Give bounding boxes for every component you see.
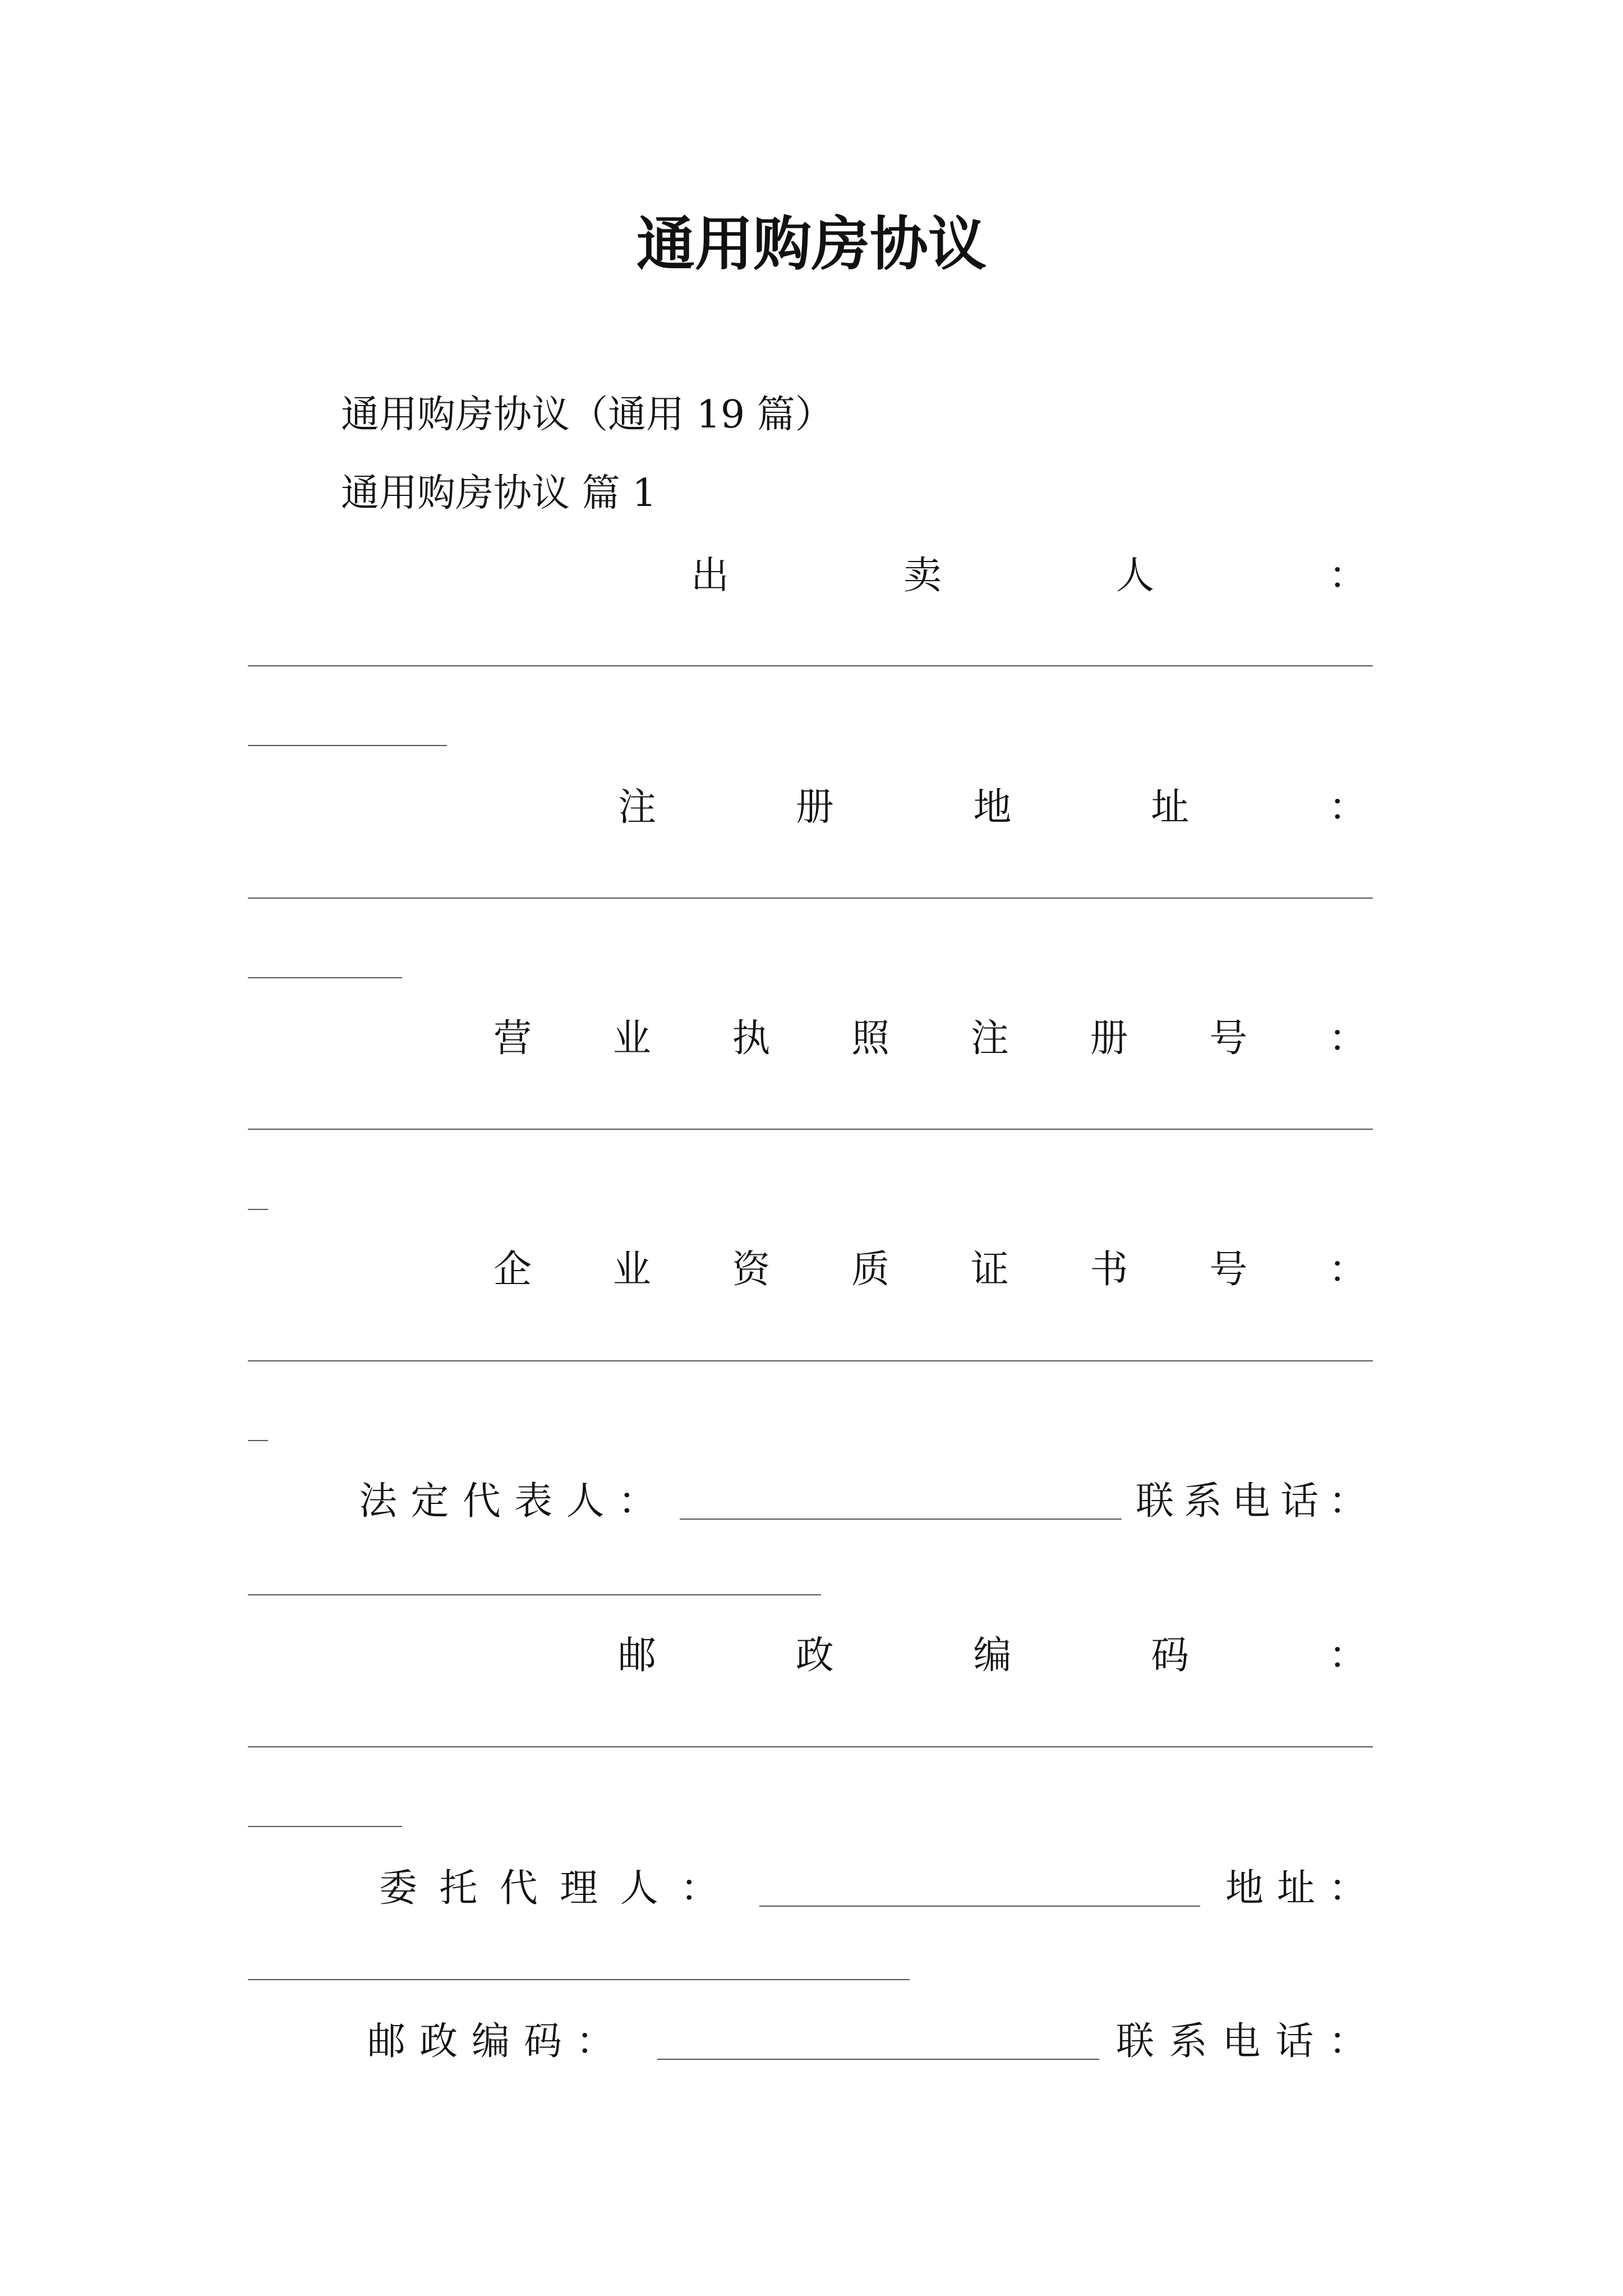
label-char: 话	[1280, 1479, 1318, 1524]
label-char: 理	[560, 1866, 598, 1911]
agent-blank	[759, 1906, 1200, 1907]
label-char: 营	[494, 1016, 532, 1061]
label-char: 电	[1222, 2019, 1261, 2064]
label-char: 证	[970, 1247, 1009, 1292]
label-char: 联	[1116, 2019, 1155, 2064]
label-char: 号	[1209, 1247, 1248, 1292]
label-char: 邮	[367, 2019, 406, 2064]
label-char: 址	[1151, 785, 1189, 830]
seller-label	[691, 541, 1367, 603]
postal-code-blank-line-cont	[248, 1826, 402, 1827]
label-char: 码	[523, 2019, 562, 2064]
legal-rep-blank	[680, 1519, 1122, 1520]
label-char: 注	[618, 785, 657, 830]
label-char: 码	[1151, 1633, 1189, 1678]
label-char: 人	[566, 1479, 605, 1524]
legal-rep-label	[359, 1467, 656, 1529]
label-char: 代	[499, 1866, 538, 1911]
business-license-blank-line	[248, 1129, 1373, 1130]
agent-label	[379, 1854, 718, 1916]
business-license-label	[494, 1004, 1367, 1066]
colon: ：	[680, 1866, 718, 1911]
label-char: 照	[851, 1016, 890, 1061]
registered-address-blank-line	[248, 898, 1373, 899]
colon: ：	[1328, 2019, 1367, 2064]
document-title: 通用购房协议	[636, 209, 986, 278]
agent-row	[0, 1854, 1623, 1916]
legal-rep-row	[0, 1467, 1623, 1529]
label-char: 邮	[618, 1633, 657, 1678]
section-heading: 通用购房协议 篇 1	[341, 471, 657, 516]
colon: ：	[1328, 1866, 1367, 1911]
label-char: 系	[1183, 1479, 1222, 1524]
seller-blank-line	[248, 665, 1373, 666]
label-char: 书	[1090, 1247, 1128, 1292]
postal-code-blank-line	[248, 1746, 1373, 1747]
agent-phone-label	[1116, 2007, 1367, 2069]
label-char: 编	[471, 2019, 510, 2064]
contact-phone-blank-line	[248, 1594, 821, 1595]
label-char: 企	[494, 1247, 532, 1292]
label-char: 资	[732, 1247, 771, 1292]
registered-address-label	[618, 773, 1367, 835]
agent-postal-blank	[657, 2059, 1099, 2060]
document-subtitle: 通用购房协议（通用 19 篇）	[341, 393, 833, 437]
label-char: 话	[1275, 2019, 1314, 2064]
label-char: 编	[973, 1633, 1012, 1678]
colon: ：	[1328, 1247, 1367, 1292]
label-char: 业	[612, 1247, 651, 1292]
label-char: 表	[514, 1479, 553, 1524]
seller-label-char-2: 卖	[903, 553, 942, 598]
business-license-blank-line-cont	[248, 1209, 268, 1210]
registered-address-blank-line-cont	[248, 977, 402, 978]
label-char: 执	[732, 1016, 771, 1061]
seller-label-char-3: 人	[1115, 553, 1154, 598]
colon: ：	[1328, 1633, 1367, 1678]
label-char: 址	[1276, 1866, 1315, 1911]
label-char: 定	[411, 1479, 449, 1524]
label-char: 册	[1090, 1016, 1128, 1061]
label-char: 政	[419, 2019, 458, 2064]
seller-blank-line-cont	[248, 745, 447, 746]
label-char: 质	[851, 1247, 890, 1292]
label-char: 册	[795, 785, 834, 830]
seller-label-char-1: 出	[691, 553, 730, 598]
label-char: 人	[620, 1866, 658, 1911]
colon: ：	[575, 2019, 614, 2064]
label-char: 业	[612, 1016, 651, 1061]
label-char: 地	[973, 785, 1012, 830]
contact-phone-label	[1136, 1467, 1367, 1529]
label-char: 政	[795, 1633, 834, 1678]
colon: ：	[617, 1479, 656, 1524]
label-char: 法	[359, 1479, 398, 1524]
colon: ：	[1328, 1479, 1367, 1524]
colon: ：	[1328, 1016, 1367, 1061]
label-char: 代	[462, 1479, 501, 1524]
label-char: 注	[970, 1016, 1009, 1061]
agent-postal-label	[367, 2007, 614, 2069]
agent-postal-row	[0, 2007, 1623, 2069]
address-label	[1225, 1854, 1367, 1916]
label-char: 电	[1232, 1479, 1270, 1524]
colon: ：	[1328, 785, 1367, 830]
address-blank-line	[248, 1979, 910, 1980]
qualification-cert-blank-line	[248, 1360, 1373, 1361]
label-char: 地	[1225, 1866, 1264, 1911]
qualification-cert-label	[494, 1235, 1367, 1297]
label-char: 号	[1209, 1016, 1248, 1061]
label-char: 联	[1136, 1479, 1174, 1524]
label-char: 托	[439, 1866, 478, 1911]
postal-code-label	[618, 1621, 1367, 1683]
colon: ：	[1328, 553, 1367, 598]
label-char: 委	[379, 1866, 418, 1911]
qualification-cert-blank-line-cont	[248, 1440, 268, 1441]
label-char: 系	[1169, 2019, 1207, 2064]
